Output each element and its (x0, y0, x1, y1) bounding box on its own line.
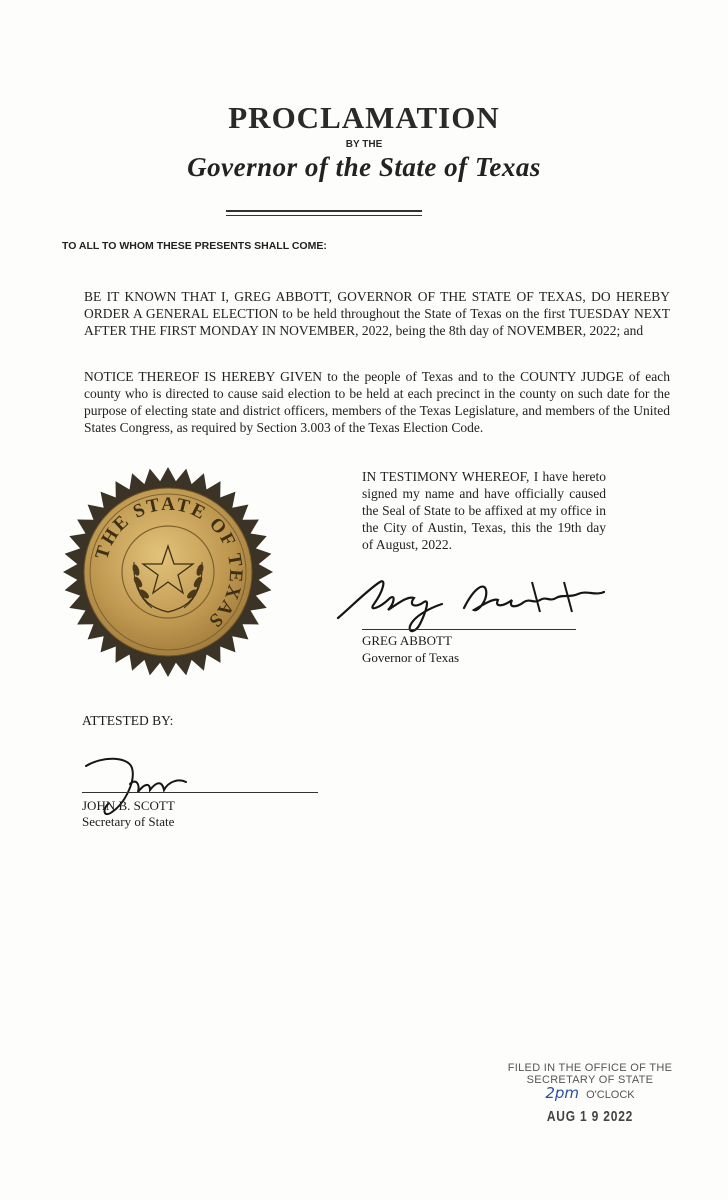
secretary-title: Secretary of State (82, 814, 175, 829)
governor-signature-line (362, 629, 576, 630)
state-seal-icon (62, 466, 274, 678)
governor-heading: Governor of the State of Texas (187, 152, 541, 182)
proclamation-paragraph-2: NOTICE THEREOF IS HEREBY GIVEN to the people of Texas and to the COUNTY JUDGE of each county who is directed to cause said election to be held at each precinct in the county on such date for the purpose of electing state and district officers, members of the Texas Legislature, and members of the United States Congress, as required by Section 3.003 of the Texas Election Code. (84, 369, 670, 435)
proclamation-paragraph-1: BE IT KNOWN THAT I, GREG ABBOTT, GOVERNOR OF THE STATE OF TEXAS, DO HEREBY ORDER A GENERAL ELECTION to be held throughout the State of Texas on the first TUESDAY NEXT AFTER THE FIRST MONDAY IN NOVEMBER, 2022, being the 8th day of NOVEMBER, 2022; and (84, 289, 670, 338)
header-divider (226, 210, 422, 212)
stamp-handwritten-time: 2pm (545, 1084, 580, 1102)
stamp-line-1: FILED IN THE OFFICE OF THE (507, 1062, 673, 1074)
governor-name: GREG ABBOTT (362, 633, 452, 648)
seal-text: THE STATE OF TEXAS (91, 493, 247, 633)
stamp-oclock: O'CLOCK (586, 1089, 635, 1101)
stamp-line-2: SECRETARY OF STATE (526, 1074, 654, 1086)
attested-label: ATTESTED BY: (82, 713, 174, 728)
governor-title: Governor of Texas (362, 650, 460, 665)
header-divider-thin (226, 215, 422, 216)
stamp-time-line (500, 1086, 680, 1102)
testimony-paragraph: IN TESTIMONY WHEREOF, I have hereto signed my name and have officially caused the Seal of State to be affixed at my office in the City of Austin, Texas, this the 19th day of August, 2022. (362, 469, 606, 552)
by-the-label: BY THE (345, 139, 383, 150)
salutation: TO ALL TO WHOM THESE PRESENTS SHALL COME: (62, 240, 327, 252)
secretary-signature-line (82, 792, 318, 793)
secretary-name: JOHN B. SCOTT (82, 798, 175, 813)
governor-signature-icon (334, 568, 624, 642)
stamp-date: AUG 1 9 2022 (546, 1108, 634, 1125)
filed-stamp (500, 1062, 680, 1125)
proclamation-title: PROCLAMATION (228, 100, 500, 135)
